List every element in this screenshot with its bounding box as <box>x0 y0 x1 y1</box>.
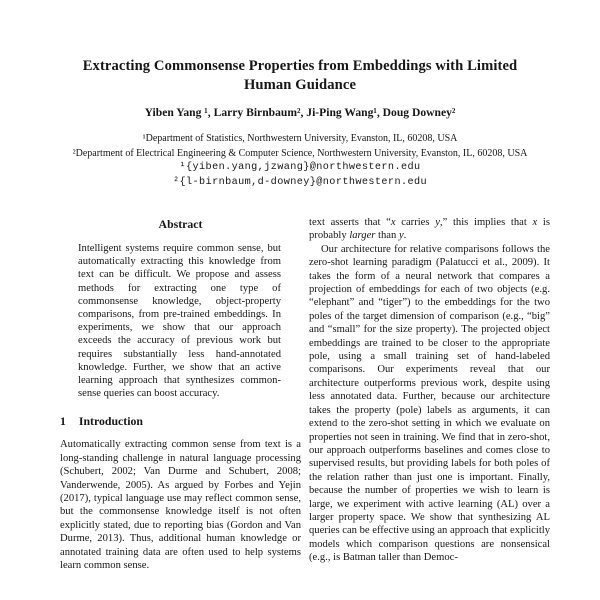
right-paragraph-architecture: Our architecture for relative comparisons follows the zero-shot learning paradigm (Palatucci et al., 2009). It takes the form of a neural network that compares a projection of embeddings for each of two objects (e.g. “elephant” and “tiger”) to the embeddings for the two poles of the target dimension of comparison (e.g., “big” and “small” for the size property). The projected object embeddings are trained to be closer to the appropriate pole, using a small training set of hand-labeled comparisons. Our experiments reveal that our architecture outperforms previous work, despite using less annotated data. Further, because our architecture takes the property (pole) labels as arguments, it can extend to the zero-shot setting in which we evaluate on properties not seen in training. We find that in zero-shot, our approach outperforms baselines and comes close to supervised results, but providing labels for both poles of the relation rather than just one is important. Finally, because the number of properties we wish to learn is large, we experiment with active learning (AL) over a larger property space. We show that synthesizing AL queries can be effective using an approach that explicitly models which comparison questions are nonsensical (e.g., is Batman taller than Democ- <box>309 243 550 564</box>
intro-paragraph: Automatically extracting common sense from text is a long-standing challenge in natural language processing (Schubert, 2002; Van Durme and Schubert, 2008; Vanderwende, 2005). As argued by Forbes and Yejin (2017), typical language use may reflect common sense, but the commonsense knowledge itself is not often explicitly stated, due to reporting bias (Gordon and Van Durme, 2013). Thus, additional human knowledge or annotated training data are often used to help systems learn common sense. <box>60 439 301 572</box>
two-column-body <box>60 216 550 600</box>
affiliations <box>0 131 600 161</box>
right-column <box>309 216 550 600</box>
abstract-text: Intelligent systems require common sense, but automatically extracting this knowledge from text can be difficult. We propose and assess methods for extracting one type of commonsense knowledge, object-property comparisons, from pre-trained embeddings. In experiments, we show that our approach exceeds the accuracy of previous work but requires substantially less hand-annotated knowledge. Further, we show that an active learning approach that synthesizes common-sense queries can boost accuracy. <box>78 243 281 400</box>
email-line-2: ²{l-birnbaum,d-downey}@northwestern.edu <box>172 176 428 188</box>
paper-header <box>0 0 600 190</box>
affiliation-line-1: ¹Department of Statistics, Northwestern University, Evanston, IL, 60208, USA <box>142 133 458 144</box>
section-heading-introduction <box>60 414 301 429</box>
author-line: Yiben Yang ¹, Larry Birnbaum², Ji-Ping Wang¹, Doug Downey² <box>144 106 456 119</box>
section-title: Introduction <box>78 414 143 429</box>
paper-title: Extracting Commonsense Properties from Embeddings with Limited Human Guidance <box>82 58 518 93</box>
abstract-heading: Abstract <box>158 217 203 231</box>
affiliation-line-2: ²Department of Electrical Engineering & Computer Science, Northwestern University, Evanston, IL, 60208, USA <box>72 148 528 159</box>
email-block <box>0 161 600 190</box>
right-paragraph-continued: text asserts that “x carries y,” this implies that x is probably larger than y. <box>309 217 550 242</box>
section-number: 1 <box>60 414 66 429</box>
email-line-1: ¹{yiben.yang,jzwang}@northwestern.edu <box>179 162 421 173</box>
left-column <box>60 216 301 600</box>
